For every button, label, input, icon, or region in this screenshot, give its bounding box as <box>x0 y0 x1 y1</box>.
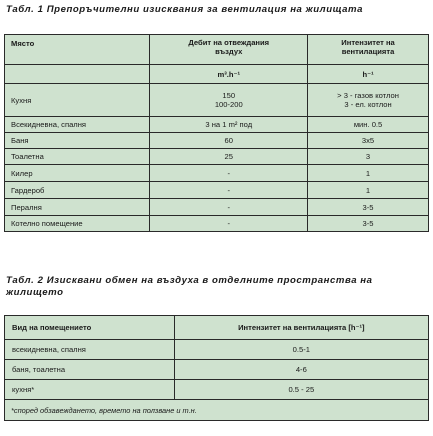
airflow-cell: - <box>150 216 308 232</box>
airflow-cell: - <box>150 199 308 216</box>
header-airflow: Дебит на отвеждания въздух <box>150 35 308 65</box>
intensity-cell: 1 <box>308 165 429 182</box>
intensity-cell: 4-6 <box>174 360 428 380</box>
table-row <box>5 84 429 117</box>
units-row <box>5 65 429 84</box>
unit-cell <box>5 65 150 84</box>
intensity-cell: 1 <box>308 182 429 199</box>
intensity-cell: > 3 - газов котлон 3 - ел. котлон <box>308 84 429 117</box>
airflow-cell: - <box>150 165 308 182</box>
header-intensity: Интензитет на вентилацията [h⁻¹] <box>174 316 428 340</box>
table-row <box>5 149 429 165</box>
place-cell: Котелно помещение <box>5 216 150 232</box>
intensity-cell: 3 <box>308 149 429 165</box>
table-row <box>5 380 429 400</box>
header-intensity: Интензитет на вентилацията <box>308 35 429 65</box>
table2-caption: Табл. 2 Изисквани обмен на въздуха в отделните пространства на жилището <box>6 275 373 298</box>
airflow-cell: 150 100-200 <box>150 84 308 117</box>
intensity-cell: 3-5 <box>308 199 429 216</box>
place-cell: Всекидневна, спалня <box>5 117 150 133</box>
place-cell: Баня <box>5 133 150 149</box>
air-exchange-table <box>4 315 429 421</box>
table-row <box>5 340 429 360</box>
table-row <box>5 360 429 380</box>
table-header-row <box>5 316 429 340</box>
place-cell: Пералня <box>5 199 150 216</box>
footnote-row <box>5 400 429 421</box>
airflow-cell: 60 <box>150 133 308 149</box>
intensity-cell: 3-5 <box>308 216 429 232</box>
room-type-cell: кухня* <box>5 380 175 400</box>
table-row <box>5 199 429 216</box>
header-place: Място <box>5 35 150 65</box>
ventilation-requirements-table <box>4 34 429 232</box>
airflow-cell: 3 на 1 m² под <box>150 117 308 133</box>
table-row <box>5 216 429 232</box>
intensity-cell: 0.5-1 <box>174 340 428 360</box>
footnote: *според обзавеждането, времето на ползване и т.н. <box>5 400 429 421</box>
airflow-cell: - <box>150 182 308 199</box>
table-header-row <box>5 35 429 65</box>
airflow-cell: 25 <box>150 149 308 165</box>
unit-cell: m³.h⁻¹ <box>150 65 308 84</box>
place-cell: Килер <box>5 165 150 182</box>
table-row <box>5 133 429 149</box>
place-cell: Гардероб <box>5 182 150 199</box>
table-row <box>5 117 429 133</box>
unit-cell: h⁻¹ <box>308 65 429 84</box>
room-type-cell: всекидневна, спалня <box>5 340 175 360</box>
table-row <box>5 165 429 182</box>
intensity-cell: 0.5 - 25 <box>174 380 428 400</box>
intensity-cell: 3x5 <box>308 133 429 149</box>
table-row <box>5 182 429 199</box>
room-type-cell: баня, тоалетна <box>5 360 175 380</box>
intensity-cell: мин. 0.5 <box>308 117 429 133</box>
table1-caption: Табл. 1 Препоръчителни изисквания за вентилация на жилищата <box>6 4 363 15</box>
header-room-type: Вид на помещението <box>5 316 175 340</box>
place-cell: Кухня <box>5 84 150 117</box>
place-cell: Тоалетна <box>5 149 150 165</box>
